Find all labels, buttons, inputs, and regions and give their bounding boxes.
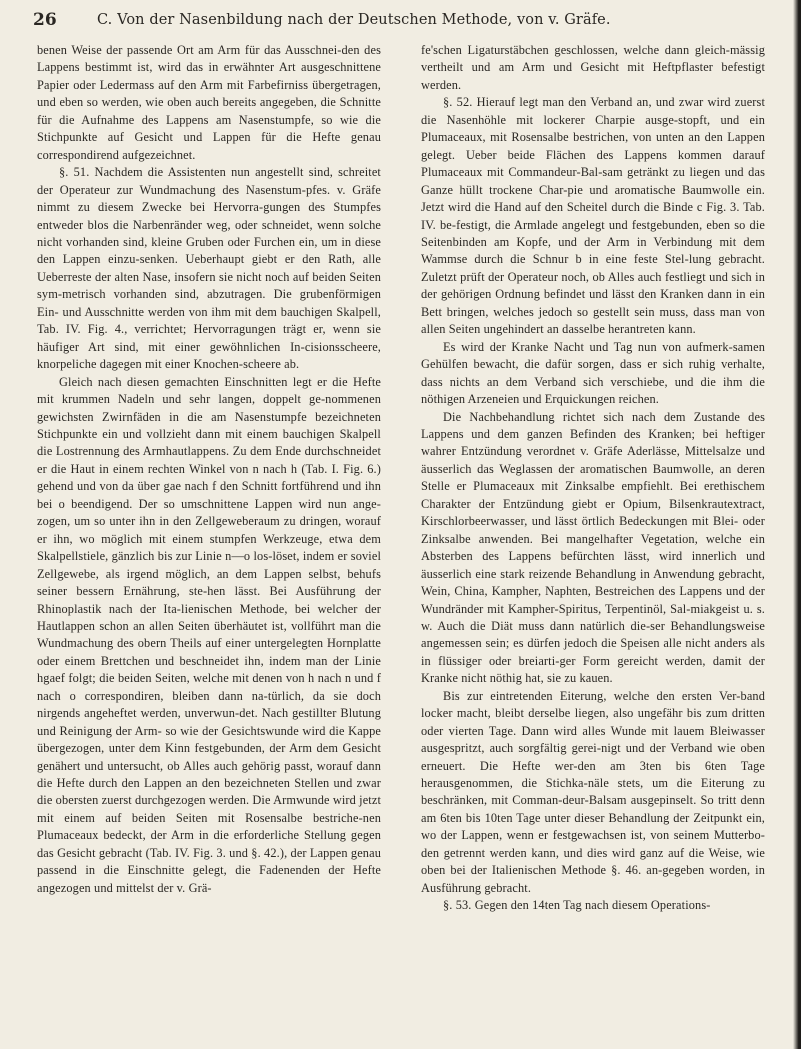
paragraph-section-51: §. 51. Nachdem die Assistenten nun angestellt sind, schreitet der Operateur zur Wundmachung des Nasenstum-pfes. v. Gräfe nimmt zu diesem Zwecke bei Hervorra-gungen des Stumpfes entweder blos die Narbenränder weg, oder schneidet, wenn solche nicht vorhanden sind, kleine Gruben oder Furchen ein, um in diese den Lappen einzu-senken. Ueberhaupt giebt er den Rath, alle Ueberreste der alten Nase, insofern sie nicht noch auf beiden Seiten sym-metrisch vorhanden sind, abzutragen. Die grubenförmigen Ein- und Ausschnitte werden von ihm mit dem bauchigen Skalpell, Tab. IV. Fig. 4., verrichtet; Hervorragungen trägt er, wenn sie häufiger Art sind, mit einer gewöhnlichen In-cisionsscheere, knorpeliche dagegen mit einer Knochen-scheere ab. [37,165,381,372]
paragraph: fe'schen Ligaturstäbchen geschlossen, welche dann gleich-mässig vertheilt und am Arm und Gesicht mit Heftpflaster befestigt werden. [421,43,765,92]
paragraph: benen Weise der passende Ort am Arm für das Ausschnei-den des Lappens bestimmt ist, wird das in erwähnter Art ausgeschnittene Papier oder Ledermass auf den Arm mit Farbefirniss übergetragen, und eben so werden, wie oben auch bereits angegeben, die Schnitte für die Aufnahme des Lappens am Nasenstumpfe, so wie die Stichpunkte auf Gesicht und Lappen für die Hefte genau correspondirend aufgezeichnet. [37,43,381,162]
page-number: 26 [33,10,57,30]
left-column [37,42,381,897]
paragraph: Es wird der Kranke Nacht und Tag nun von aufmerk-samen Gehülfen bewacht, die dafür sorgen, dass er sich ruhig verhalte, dass nichts an dem Verband sich verschiebe, und die ihm die nöthigen Arzeneien und Erquickungen reichen. [421,339,765,407]
paragraph-section-52: §. 52. Hierauf legt man den Verband an, und zwar wird zuerst die Nasenhöhle mit lockerer Charpie ausge-stopft, und ein Plumaceaux, mit Rosensalbe bestrichen, von unten an den Lappen gelegt. Ueber beide Flächen des Lappens kommen darauf Plumaceaux mit Commandeur-Bal-sam getränkt zu liegen und das Ganze hüllt trockene Char-pie und aromatische Baumwolle ein. Jetzt wird die Hand auf den Scheitel durch die Binde c Fig. 3. Tab. IV. be-festigt, die Armlade angelegt und festgebunden, eben so die Seitenbinden am Kopfe, und der Arm in Verbindung mit dem Wammse durch die Schnur b in eine feste Stel-lung gebracht. Zuletzt prüft der Operateur noch, ob Alles auch festliegt und sich in der gehörigen Ordnung befindet und lässt den Kranken dann in ein Bett bringen, welches jedoch so gestellt sein muss, dass man von allen Seiten ungehindert an dasselbe herantreten kann. [421,95,765,337]
page-header [33,9,773,33]
scan-edge-shadow [793,0,801,1049]
paragraph: Die Nachbehandlung richtet sich nach dem Zustande des Lappens und dem ganzen Befinden des Kranken; bei heftiger wahrer Entzündung verordnet v. Gräfe Aderlässe, Mittelsalze und äusserlich das Weglassen der aromatischen Baumwolle, an deren Stelle er Plumaceaux mit Zinksalbe empfiehlt. Bei erethischem Charakter der Entzündung giebt er Opium, Bilsenkrautextract, Kirschlorbeerwasser, und lässt örtlich Bedeckungen mit Blei- oder Zinksalbe anwenden. Bei mangelhafter Vegetation, welche ein Absterben des Lappens befürchten lässt, wird innerlich und äusserlich eine stark reizende Behandlung in Anwendung gebracht, Wein, China, Kampher, Naphten, Bestreichen des Lappens und der Wundränder mit Kampher-Spiritus, Terpentinöl, Sal-miakgeist u. s. w. Auch die Diät muss dann natürlich die-ser Behandlungsweise angemessen sein; es dürfen jedoch die Speisen alle nicht anders als in flüssiger oder breiarti-ger Form gereicht werden, damit der Kranke nicht nöthig hat, sie zu kauen. [421,409,765,686]
right-column [421,42,765,915]
paragraph: Bis zur eintretenden Eiterung, welche den ersten Ver-band locker macht, bleibt derselbe liegen, also ungefähr bis zum dritten oder vierten Tage. Dann wird alles Wunde mit lauem Bleiwasser ausgespritzt, auch sorgfältig gerei-nigt und der Verband wie oben erneuert. Die Hefte wer-den am 3ten bis 6ten Tage herausgenommen, die Stichka-näle stets, um die Eiterung zu beschränken, mit Comman-deur-Balsam ausgepinselt. So tritt denn am 6ten bis 10ten Tage unter dieser Behandlung der Zeitpunkt ein, wo der Lappen, wenn er festgewachsen ist, von seinem Mutterbo-den getrennt werden kann, und dies wird ganz auf die Weise, wie oben bei der Italienischen Methode §. 46. an-gegeben worden, in Ausführung gebracht. [421,688,765,895]
paragraph-section-53: §. 53. Gegen den 14ten Tag nach diesem Operations- [443,898,711,913]
paragraph: Gleich nach diesen gemachten Einschnitten legt er die Hefte mit krummen Nadeln und sehr langen, doppelt ge-nommenen gewichsten Zwirnfäden in die am Nasenstumpfe bezeichneten Stichpunkte ein und vollzieht dann mit einem bauchigen Skalpell die Lostrennung des Armhautlappens. Zu dem Ende durchschneidet er die Haut in einem rechten Winkel von n nach h (Tab. I. Fig. 6.) gehend und von da über gae nach f den Schnitt fortführend und ihn bei o beendigend. Der so umschnittene Lappen wird nun ange-zogen, um so unter ihn in den Zellgeweberaum zu dringen, worauf er ihn, wo möglich mit einem stumpfen Werkzeuge, etwa dem Skalpellstiele, gänzlich bis zur Linie n—o los-löset, indem er soviel Zellgewebe, als irgend möglich, an dem Lappen selbst, behufs seiner bessern Ernährung, ste-hen lässt. Bei Ausführung der Rhinoplastik nach der Ita-lienischen Methode, bei welcher der Hautlappen schon an allen Seiten überhäutet ist, vollführt man die Wundmachung des obern Theils auf einer untergelegten Hornplatte oder einem Brettchen und beschneidet ihn, indem man der Linie hgaef folgt; die beiden Seiten, welche mit denen von h nach n und f nach o correspondiren, bleiben dann na-türlich, da sie doch nirgends angeheftet werden, unverwun-det. Nach gestillter Blutung und Reinigung der Arm- so wie der Gesichtswunde wird die Kappe übergezogen, unter dem Kinn festgebunden, der Arm dem Gesicht genähert und untersucht, ob Alles auch gehörig passt, worauf dann die Hefte durch den Lappen an den bezeichneten Stellen und zwar die obersten zuerst durchgezogen werden. Die Armwunde wird jetzt mit einem auf beiden Seiten mit Rosensalbe bestriche-nen Plumaceaux bedeckt, der Arm in die erforderliche Stellung gegen das Gesicht gebracht (Tab. IV. Fig. 3. und §. 42.), der Lappen genau passend in die Einschnitte gelegt, die Fadenenden der Hefte angezogen und mittelst der v. Grä- [37,374,381,895]
running-title: C. Von der Nasenbildung nach der Deutschen Methode, von v. Gräfe. [97,12,611,28]
